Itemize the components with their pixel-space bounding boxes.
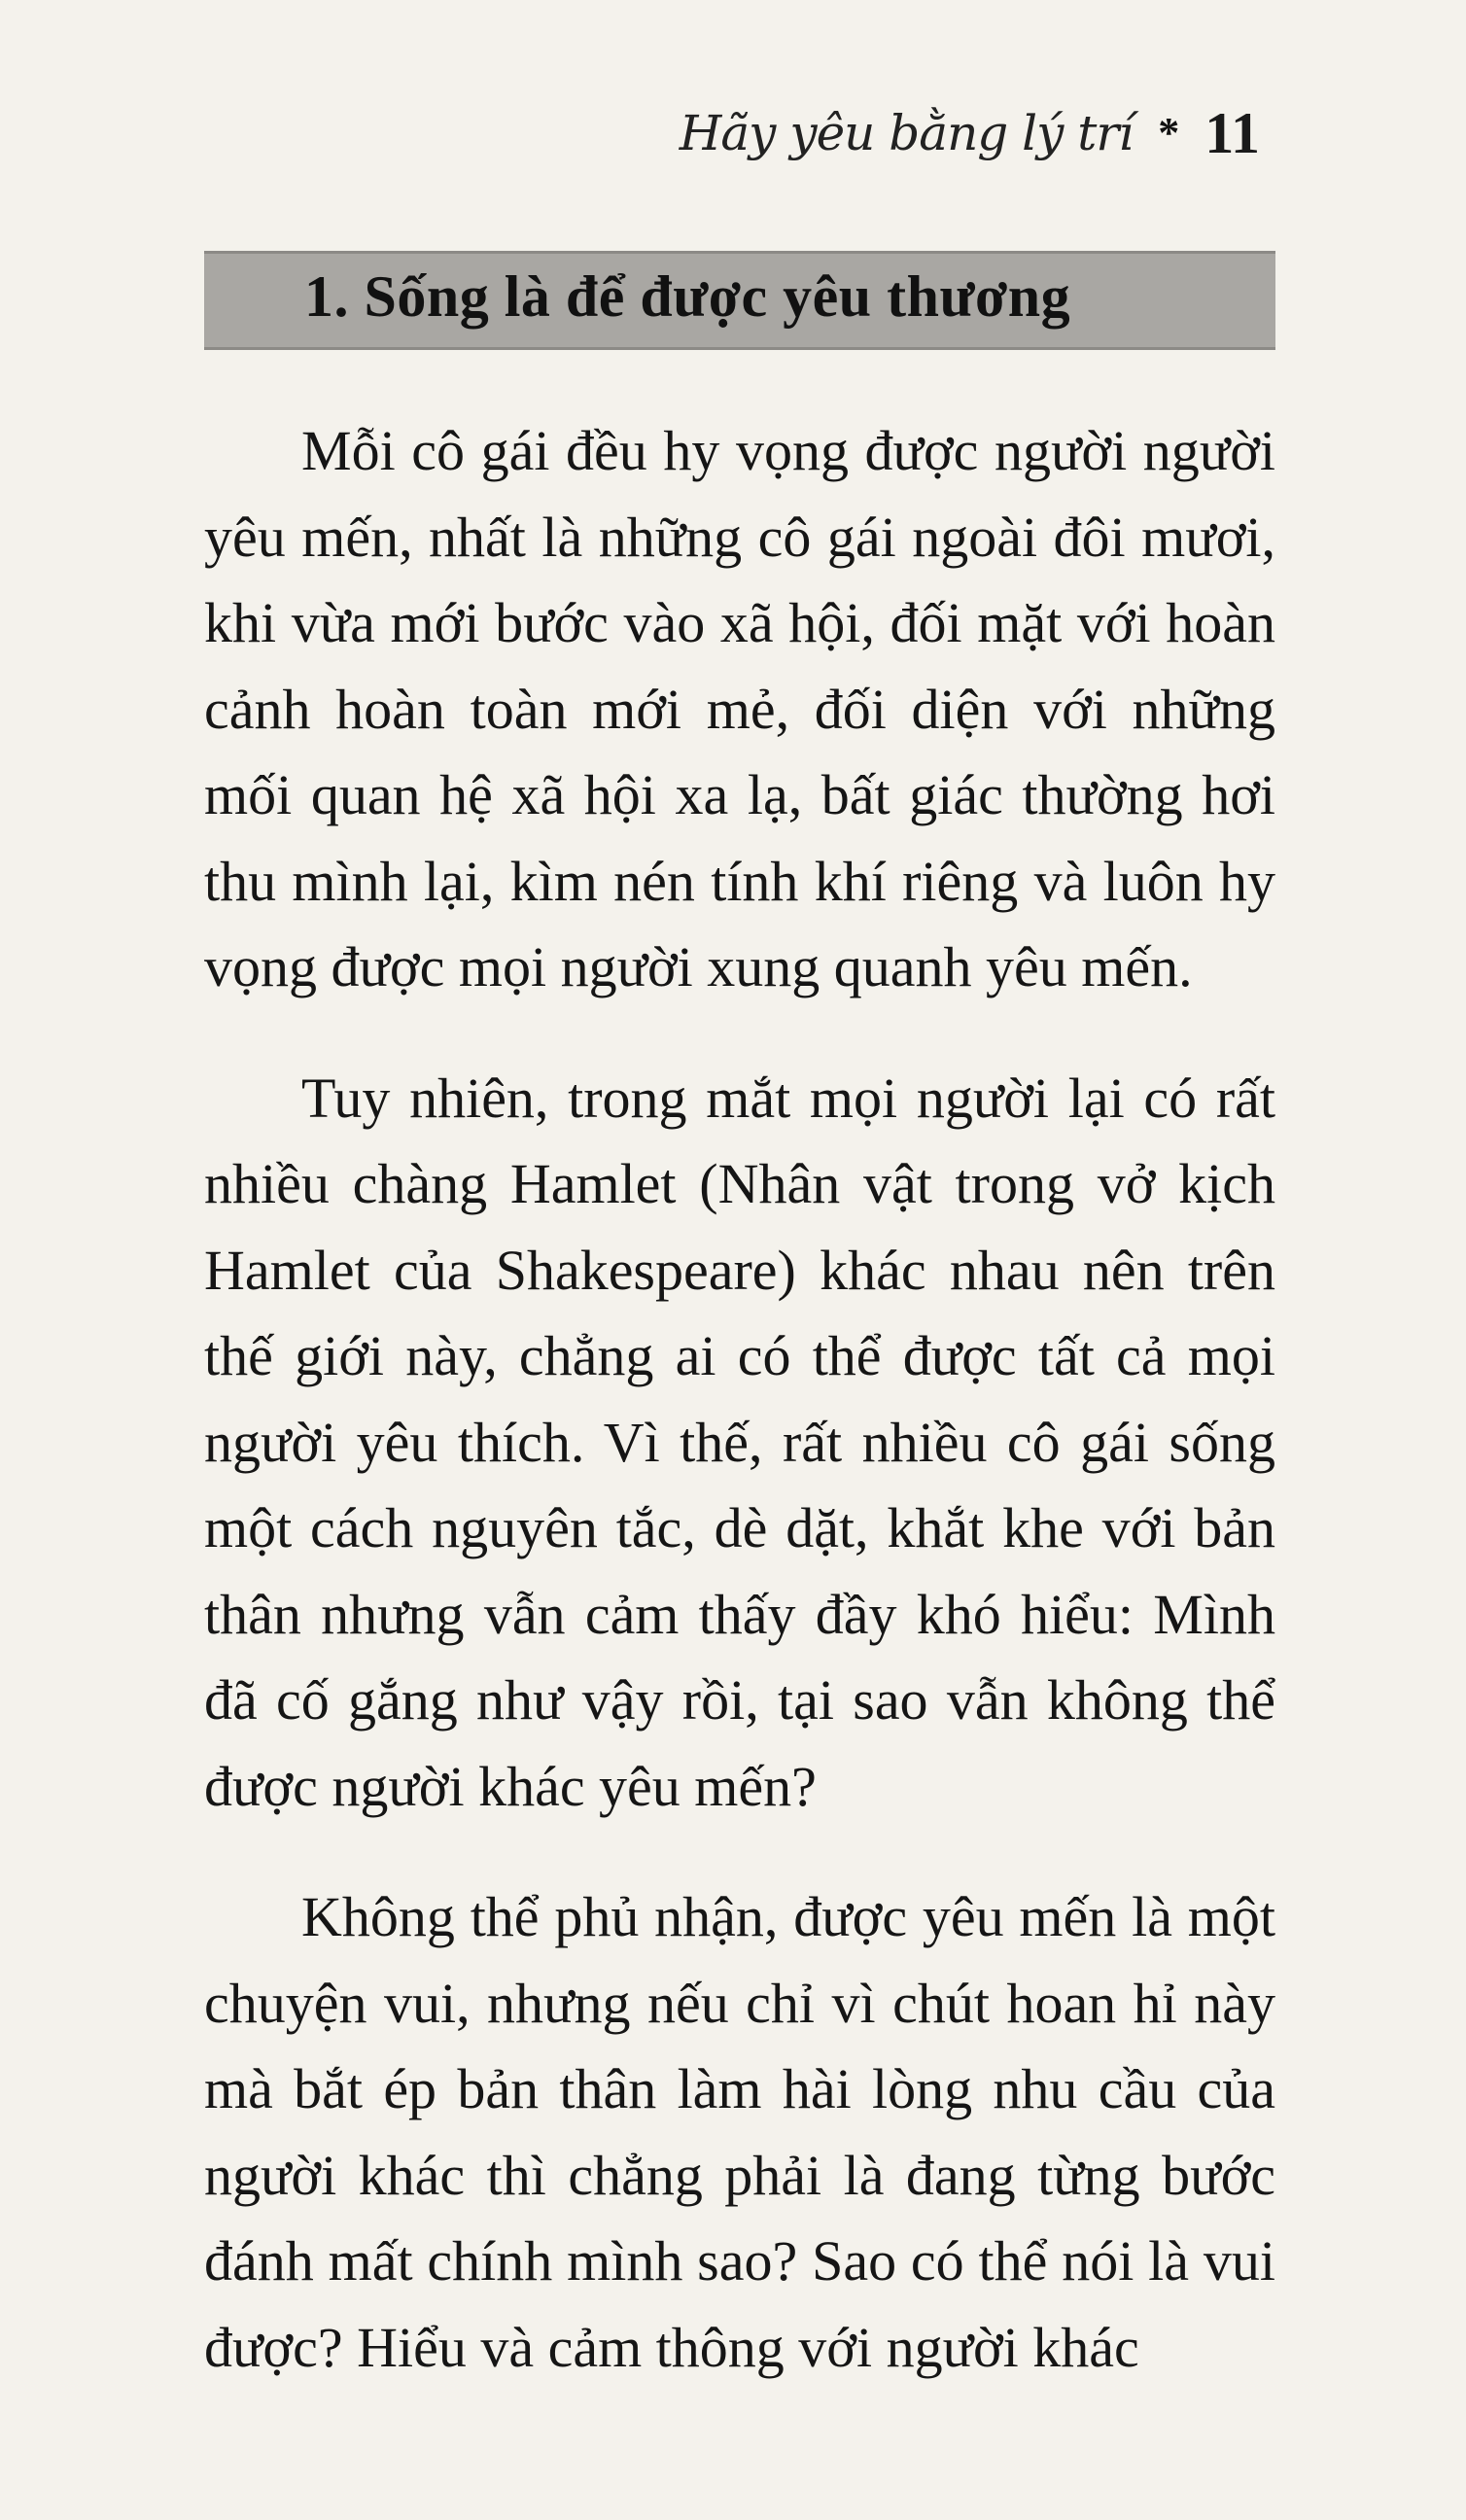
page-number: 11 xyxy=(1204,100,1260,165)
body-text xyxy=(204,408,1275,2435)
paragraph-3: Không thể phủ nhận, được yêu mến là một chuyện vui, nhưng nếu chỉ vì chút hoan hỉ này mà bắt ép bản thân làm hài lòng nhu cầu của người khác thì chẳng phải là đang từng bước đánh mất chính mình sao? Sao có thể nói là vui được? Hiểu và cảm thông với người khác xyxy=(204,1885,1275,2379)
star-separator: * xyxy=(1158,109,1180,157)
running-header xyxy=(680,89,1260,177)
chapter-title: 1. Sống là để được yêu thương xyxy=(304,264,1071,329)
chapter-heading-band xyxy=(204,251,1275,350)
paragraph-2: Tuy nhiên, trong mắt mọi người lại có rất nhiều chàng Hamlet (Nhân vật trong vở kịch Hamlet của Shakespeare) khác nhau nên trên thế giới này, chẳng ai có thể được tất cả mọi người yêu thích. Vì thế, rất nhiều cô gái sống một cách nguyên tắc, dè dặt, khắt khe với bản thân nhưng vẫn cảm thấy đầy khó hiểu: Mình đã cố gắng như vậy rồi, tại sao vẫn không thể được người khác yêu mến? xyxy=(204,1066,1275,1818)
running-title: Hãy yêu bằng lý trí xyxy=(679,105,1134,161)
paragraph-1: Mỗi cô gái đều hy vọng được người người yêu mến, nhất là những cô gái ngoài đôi mươi, khi vừa mới bước vào xã hội, đối mặt với hoàn cảnh hoàn toàn mới mẻ, đối diện với những mối quan hệ xã hội xa lạ, bất giác thường hơi thu mình lại, kìm nén tính khí riêng và luôn hy vọng được mọi người xung quanh yêu mến. xyxy=(204,419,1275,998)
